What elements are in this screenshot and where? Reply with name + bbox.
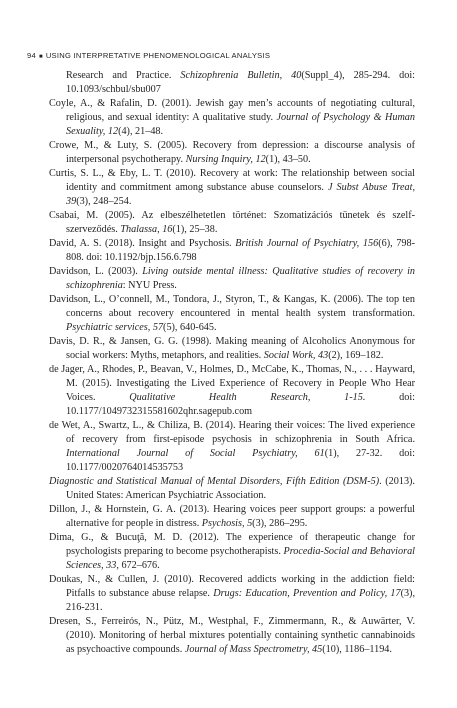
reference-entry <box>49 531 415 573</box>
reference-italic-text: Journal of Psychology & Human Sexuality, 12 <box>66 112 415 137</box>
reference-text: (Suppl_4), 285-294. doi: 10.1093/schbul/sbu007 <box>66 70 415 95</box>
reference-text: de Jager, A., Rhodes, P., Beavan, V., Holmes, D., McCabe, K., Thomas, N., . . . Hayward, M. (2015). Investigating the Lived Experience of Recovery in People Who Hear Voices. <box>49 364 415 403</box>
reference-text: : NYU Press. <box>122 280 177 291</box>
header-separator: ■ <box>38 54 43 60</box>
reference-text: (5), 640-645. <box>163 322 217 333</box>
page-number: 94 <box>27 51 36 60</box>
reference-text: Doukas, N., & Cullen, J. (2010). Recovered addicts working in the addiction field: Pitfalls to substance abuse relapse. <box>49 574 415 599</box>
reference-text: Davidson, L., O’connell, M., Tondora, J., Styron, T., & Kangas, K. (2006). The top ten concerns about recovery encountered in mental health system transformation. <box>49 294 415 319</box>
reference-text: Davis, D. R., & Jansen, G. G. (1998). Making meaning of Alcoholics Anonymous for social workers: Myths, metaphors, and realities. <box>49 336 415 361</box>
reference-italic-text: Nursing Inquiry, 12 <box>185 154 266 165</box>
reference-text: (3), 216-231. <box>66 588 415 613</box>
reference-text: de Wet, A., Swartz, L., & Chiliza, B. (2014). Hearing their voices: The lived experience of recovery from first-episode psychosis in schizophrenia in South Africa. <box>49 420 415 445</box>
reference-entry <box>49 237 415 265</box>
reference-italic-text: Drugs: Education, Prevention and Policy, 17 <box>213 588 401 599</box>
reference-entry <box>49 419 415 475</box>
reference-entry <box>49 265 415 293</box>
reference-italic-text: Social Work, 43 <box>263 350 329 361</box>
reference-text: (3), 286–295. <box>252 518 308 529</box>
reference-text: (1), 27-32. doi: 10.1177/0020764014535753 <box>66 448 415 473</box>
reference-italic-text: Thalassa, 16 <box>120 224 173 235</box>
reference-italic-text: Journal of Mass Spectrometry, 45 <box>184 644 323 655</box>
reference-text: (1), 43–50. <box>265 154 311 165</box>
reference-text: (6), 798-808. doi: 10.1192/bjp.156.6.798 <box>66 238 415 263</box>
reference-entry <box>49 573 415 615</box>
reference-text: Csabai, M. (2005). Az elbeszélhetetlen történet: Szomatizációs tünetek és szelf-szerveződés. <box>49 210 415 235</box>
reference-italic-text: J Subst Abuse Treat, 39 <box>66 182 415 207</box>
reference-italic-text: Qualitative Health Research, 1-15. <box>129 392 366 403</box>
reference-text: (3), 248–254. <box>76 196 132 207</box>
running-head <box>27 51 270 60</box>
reference-text: doi: 10.1177/1049732315581602qhr.sagepub.com <box>66 392 415 417</box>
reference-italic-text: Psychiatric services, 57 <box>66 322 164 333</box>
reference-entry <box>49 363 415 419</box>
reference-text: Curtis, S. L., & Eby, L. T. (2010). Recovery at work: The relationship between social identity and commitment among substance abuse counselors. <box>49 168 415 193</box>
reference-entry <box>49 615 415 657</box>
reference-text: Coyle, A., & Rafalin, D. (2001). Jewish gay men’s accounts of negotiating cultural, religious, and sexual identity: A qualitative study. <box>49 98 415 123</box>
reference-entry <box>49 167 415 209</box>
reference-text: Dresen, S., Ferreirós, N., Pütz, M., Westphal, F., Zimmermann, R., & Auwärter, V. (2010). Monitoring of herbal mixtures potentially containing synthetic cannabinoids as psychoactive compounds. <box>49 616 415 655</box>
reference-text: Davidson, L. (2003). <box>49 266 143 277</box>
reference-entry <box>49 209 415 237</box>
reference-text: . (2013). United States: American Psychiatric Association. <box>66 476 415 501</box>
reference-text: David, A. S. (2018). Insight and Psychosis. <box>49 238 236 249</box>
reference-italic-text: Procedia-Social and Behavioral Sciences, 33 <box>66 546 415 571</box>
reference-entry <box>49 69 415 97</box>
reference-text: Research and Practice. <box>66 70 181 81</box>
reference-text: Dillon, J., & Hornstein, G. A. (2013). Hearing voices peer support groups: a powerful alternative for people in distress. <box>49 504 415 529</box>
reference-italic-text: International Journal of Social Psychiatry, 61 <box>66 448 325 459</box>
reference-italic-text: Psychosis, 5 <box>201 518 253 529</box>
running-head-title: USING INTERPRETATIVE PHENOMENOLOGICAL ANALYSIS <box>45 51 271 60</box>
reference-list <box>49 69 415 657</box>
reference-entry <box>49 293 415 335</box>
reference-text: (10), 1186–1194. <box>322 644 392 655</box>
reference-entry <box>49 139 415 167</box>
reference-entry <box>49 97 415 139</box>
reference-italic-text: Living outside mental illness: Qualitative studies of recovery in schizophrenia <box>66 266 415 291</box>
reference-text: Crowe, M., & Luty, S. (2005). Recovery from depression: a discourse analysis of interpersonal psychotherapy. <box>49 140 415 165</box>
reference-text: Dima, G., & Bucuţă, M. D. (2012). The experience of therapeutic change for psychologists preparing to become psychotherapists. <box>49 532 415 557</box>
reference-entry <box>49 475 415 503</box>
reference-italic-text: British Journal of Psychiatry, 156 <box>235 238 379 249</box>
reference-italic-text: Schizophrenia Bulletin, 40 <box>180 70 302 81</box>
reference-entry <box>49 503 415 531</box>
reference-text: , 672–676. <box>116 560 160 571</box>
reference-text: (1), 25–38. <box>172 224 218 235</box>
reference-text: (4), 21–48. <box>118 126 164 137</box>
reference-entry <box>49 335 415 363</box>
reference-italic-text: Diagnostic and Statistical Manual of Mental Disorders, Fifth Edition (DSM-5) <box>49 476 380 487</box>
reference-text: (2), 169–182. <box>328 350 384 361</box>
